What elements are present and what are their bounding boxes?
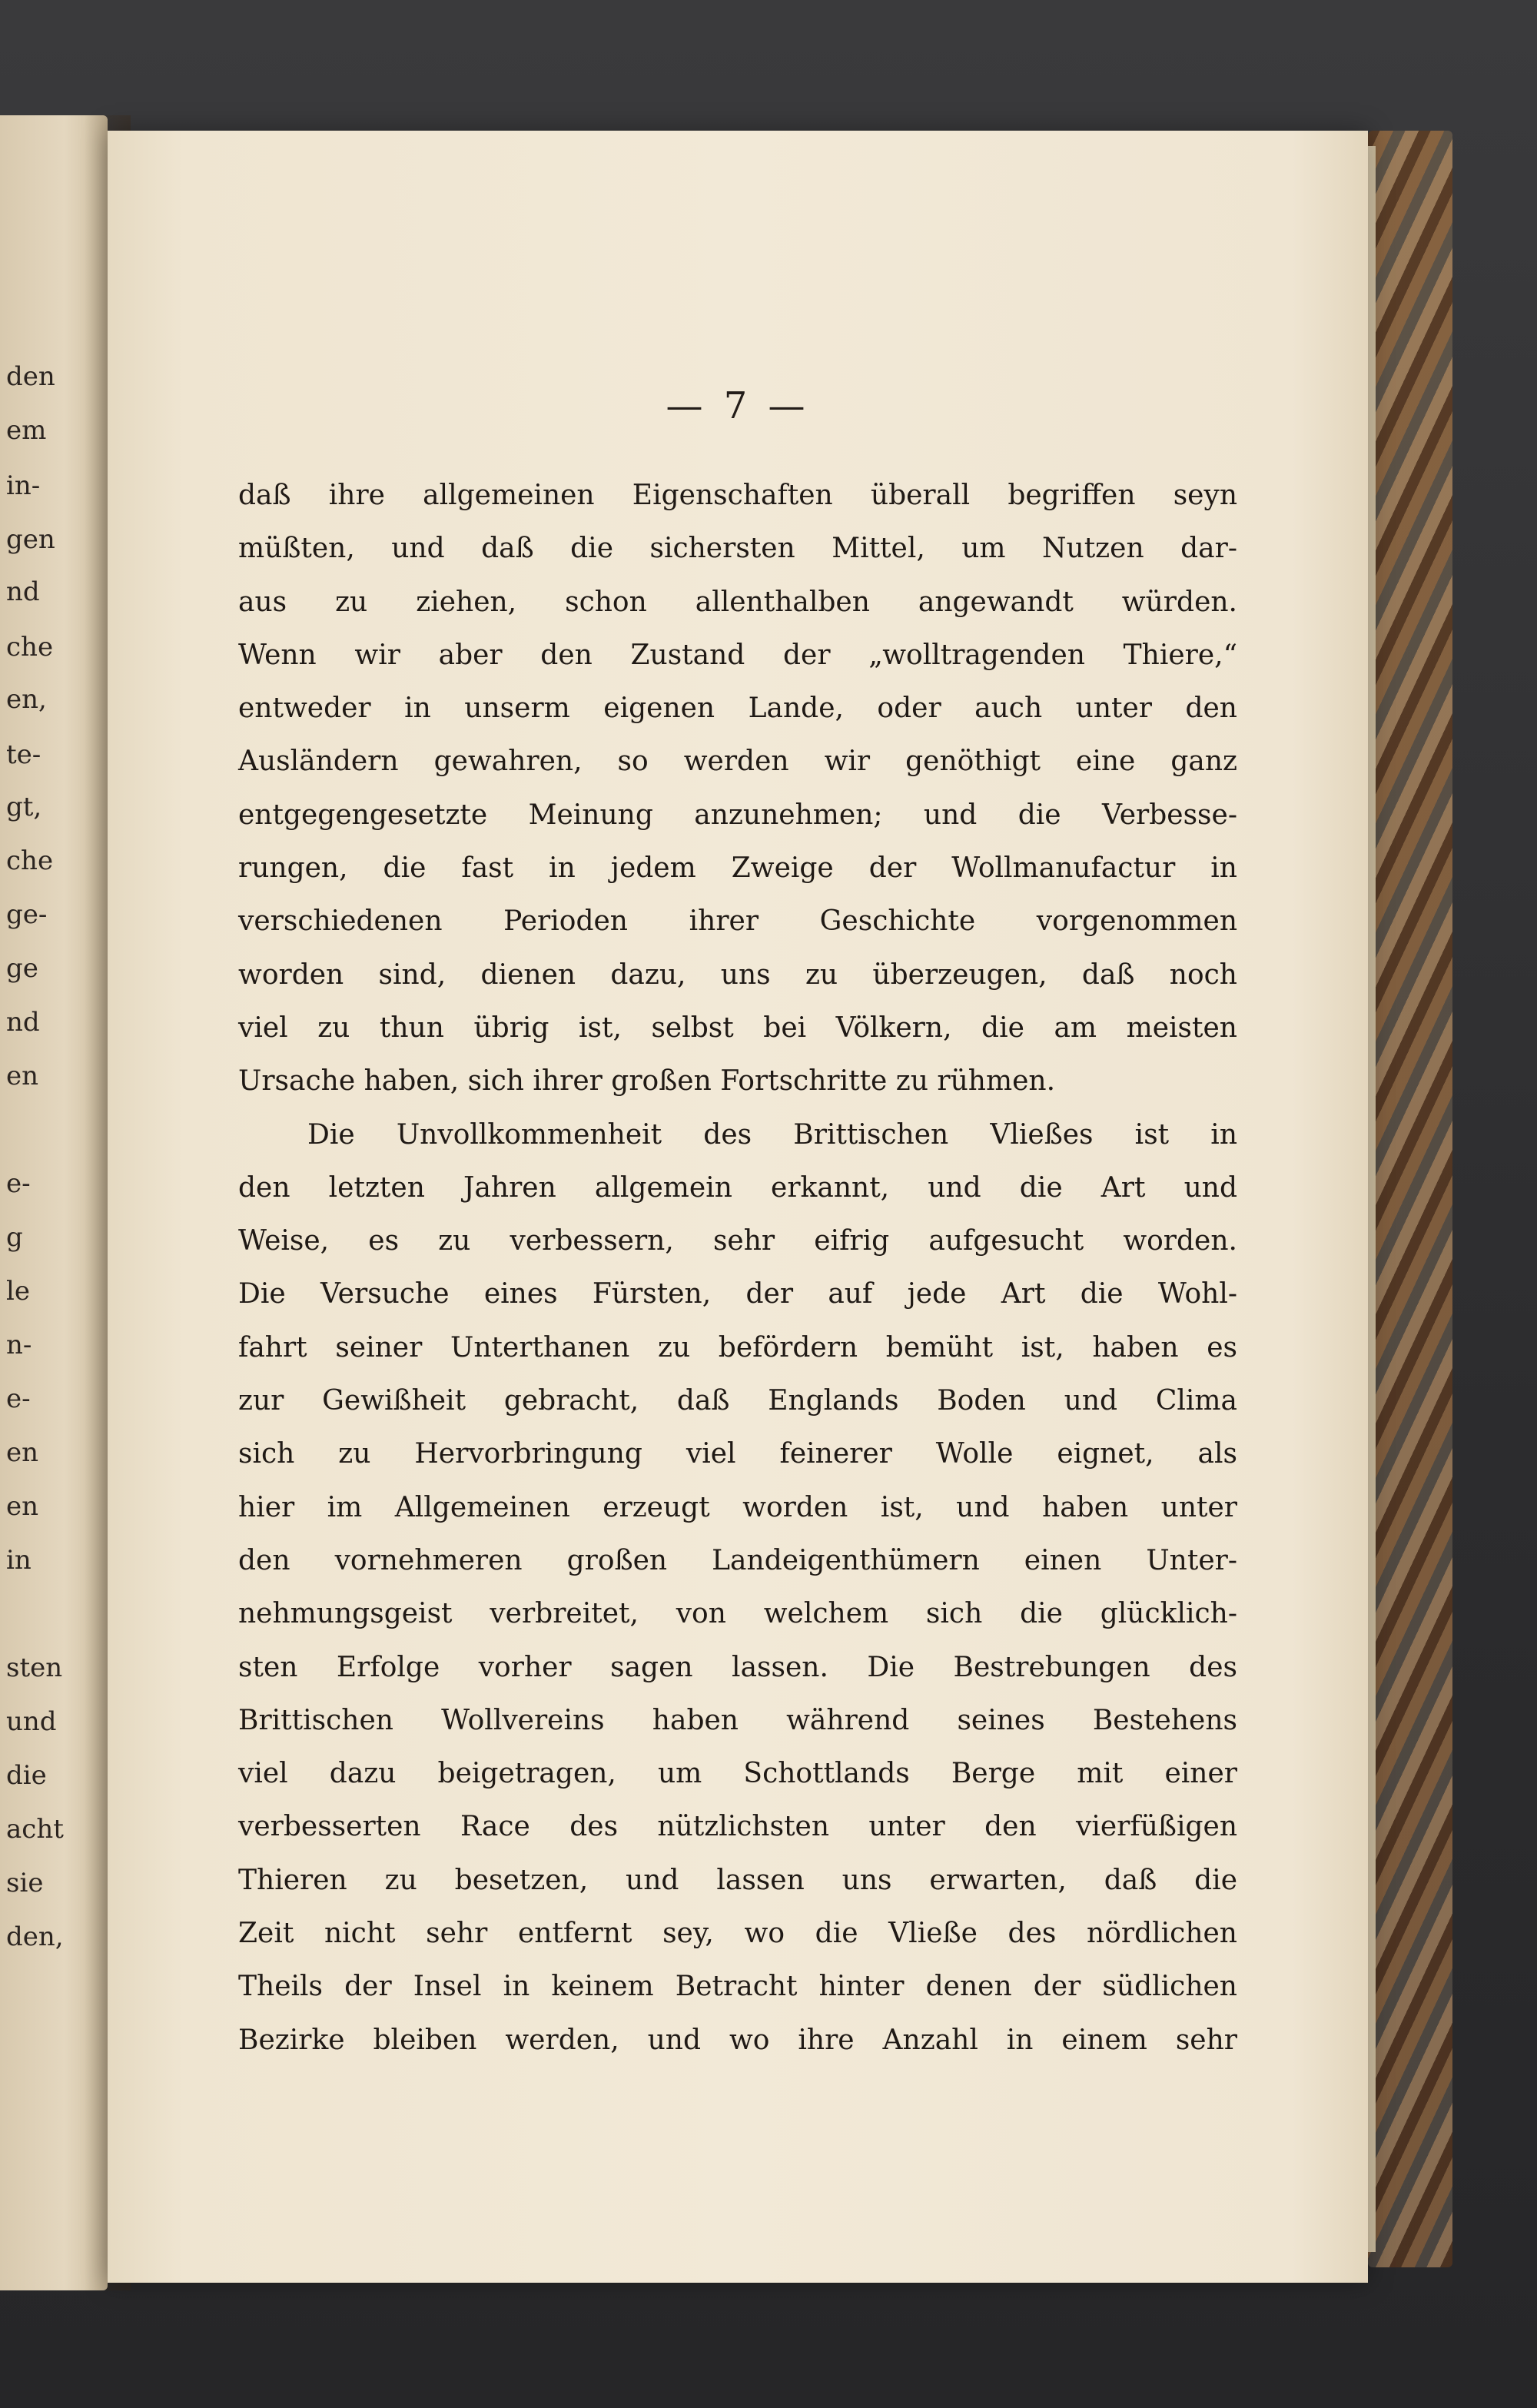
text-line: Ausländern gewahren, so werden wir genöthigt eine ganz xyxy=(238,746,1237,778)
left-page-fragment: ge xyxy=(6,953,38,984)
left-page-fragment: che xyxy=(6,845,54,876)
left-page-fragment: en xyxy=(6,1437,39,1468)
text-line: müßten, und daß die sichersten Mittel, um Nutzen dar- xyxy=(238,533,1237,565)
text-line: zur Gewißheit gebracht, daß Englands Boden und Clima xyxy=(238,1385,1237,1417)
left-page-fragment: te- xyxy=(6,739,41,770)
left-page-fragment: nd xyxy=(6,576,40,607)
left-page-fragment: ge- xyxy=(6,899,48,930)
text-line: worden sind, dienen dazu, uns zu überzeugen, daß noch xyxy=(238,958,1237,991)
left-page-fragment: che xyxy=(6,632,54,663)
text-line: rungen, die fast in jedem Zweige der Wollmanufactur in xyxy=(238,852,1237,885)
left-page-fragment: le xyxy=(6,1276,30,1307)
left-page-fragment: in- xyxy=(6,470,41,501)
text-line: sten Erfolge vorher sagen lassen. Die Bestrebungen des xyxy=(238,1651,1237,1683)
left-page-fragment: en xyxy=(6,1061,39,1091)
text-line: Zeit nicht sehr entfernt sey, wo die Vließe des nördlichen xyxy=(238,1918,1237,1950)
left-page-fragment: gt, xyxy=(6,792,42,822)
left-page-fragment: e- xyxy=(6,1168,31,1199)
body-text xyxy=(238,469,1237,2067)
left-page-fragment: sie xyxy=(6,1868,44,1898)
left-page-fragment: in xyxy=(6,1545,32,1576)
text-line: viel dazu beigetragen, um Schottlands Berge mit einer xyxy=(238,1758,1237,1790)
text-line: Bezirke bleiben werden, und wo ihre Anzahl in einem sehr xyxy=(238,2024,1237,2056)
left-page-fragment: nd xyxy=(6,1007,40,1038)
text-line: Ursache haben, sich ihrer großen Fortschritte zu rühmen. xyxy=(238,1065,1056,1098)
left-page-fragment: g xyxy=(6,1222,23,1253)
text-line: Die Unvollkommenheit des Brittischen Vließes ist in xyxy=(307,1118,1237,1151)
left-page-fragment: e- xyxy=(6,1383,31,1414)
left-page-fragment: acht xyxy=(6,1814,64,1845)
left-page-fragment: gen xyxy=(6,524,55,555)
left-page-fragment: en, xyxy=(6,684,47,715)
left-page-fragment: den, xyxy=(6,1921,64,1952)
page-number: — 7 — xyxy=(666,384,810,427)
text-line: viel zu thun übrig ist, selbst bei Völkern, die am meisten xyxy=(238,1011,1237,1044)
marbled-cover xyxy=(1368,131,1452,2267)
text-line: den vornehmeren großen Landeigenthümern einen Unter- xyxy=(238,1544,1237,1576)
right-page xyxy=(108,131,1368,2283)
text-line: verbesserten Race des nützlichsten unter den vierfüßigen xyxy=(238,1811,1237,1843)
text-line: fahrt seiner Unterthanen zu befördern bemüht ist, haben es xyxy=(238,1331,1237,1363)
text-line: Thieren zu besetzen, und lassen uns erwarten, daß die xyxy=(238,1864,1237,1896)
left-page-fragment: en xyxy=(6,1491,39,1522)
text-line: entgegengesetzte Meinung anzunehmen; und die Verbesse- xyxy=(238,799,1237,831)
left-page-fragment: die xyxy=(6,1760,47,1791)
text-line: aus zu ziehen, schon allenthalben angewandt würden. xyxy=(238,586,1237,618)
text-line: Brittischen Wollvereins haben während seines Bestehens xyxy=(238,1704,1237,1736)
left-page-fragment: n- xyxy=(6,1330,32,1360)
text-line: den letzten Jahren allgemein erkannt, und die Art und xyxy=(238,1171,1237,1204)
text-line: hier im Allgemeinen erzeugt worden ist, und haben unter xyxy=(238,1491,1237,1523)
text-line: entweder in unserm eigenen Lande, oder auch unter den xyxy=(238,693,1237,725)
text-line: Wenn wir aber den Zustand der „wolltragenden Thiere,“ xyxy=(238,639,1237,671)
left-page-fragment: und xyxy=(6,1706,57,1737)
text-line: Die Versuche eines Fürsten, der auf jede Art die Wohl- xyxy=(238,1278,1237,1310)
text-line: verschiedenen Perioden ihrer Geschichte vorgenommen xyxy=(238,905,1237,938)
text-line: nehmungsgeist verbreitet, von welchem sich die glücklich- xyxy=(238,1598,1237,1630)
left-page-fragment: den xyxy=(6,361,55,392)
text-line: daß ihre allgemeinen Eigenschaften überall begriffen seyn xyxy=(238,480,1237,511)
text-line: sich zu Hervorbringung viel feinerer Wolle eignet, als xyxy=(238,1438,1237,1470)
text-line: Weise, es zu verbessern, sehr eifrig aufgesucht worden. xyxy=(238,1225,1237,1257)
text-line: Theils der Insel in keinem Betracht hinter denen der südlichen xyxy=(238,1971,1237,2003)
left-page-fragment: em xyxy=(6,415,47,446)
left-page-fragment: sten xyxy=(6,1652,63,1683)
